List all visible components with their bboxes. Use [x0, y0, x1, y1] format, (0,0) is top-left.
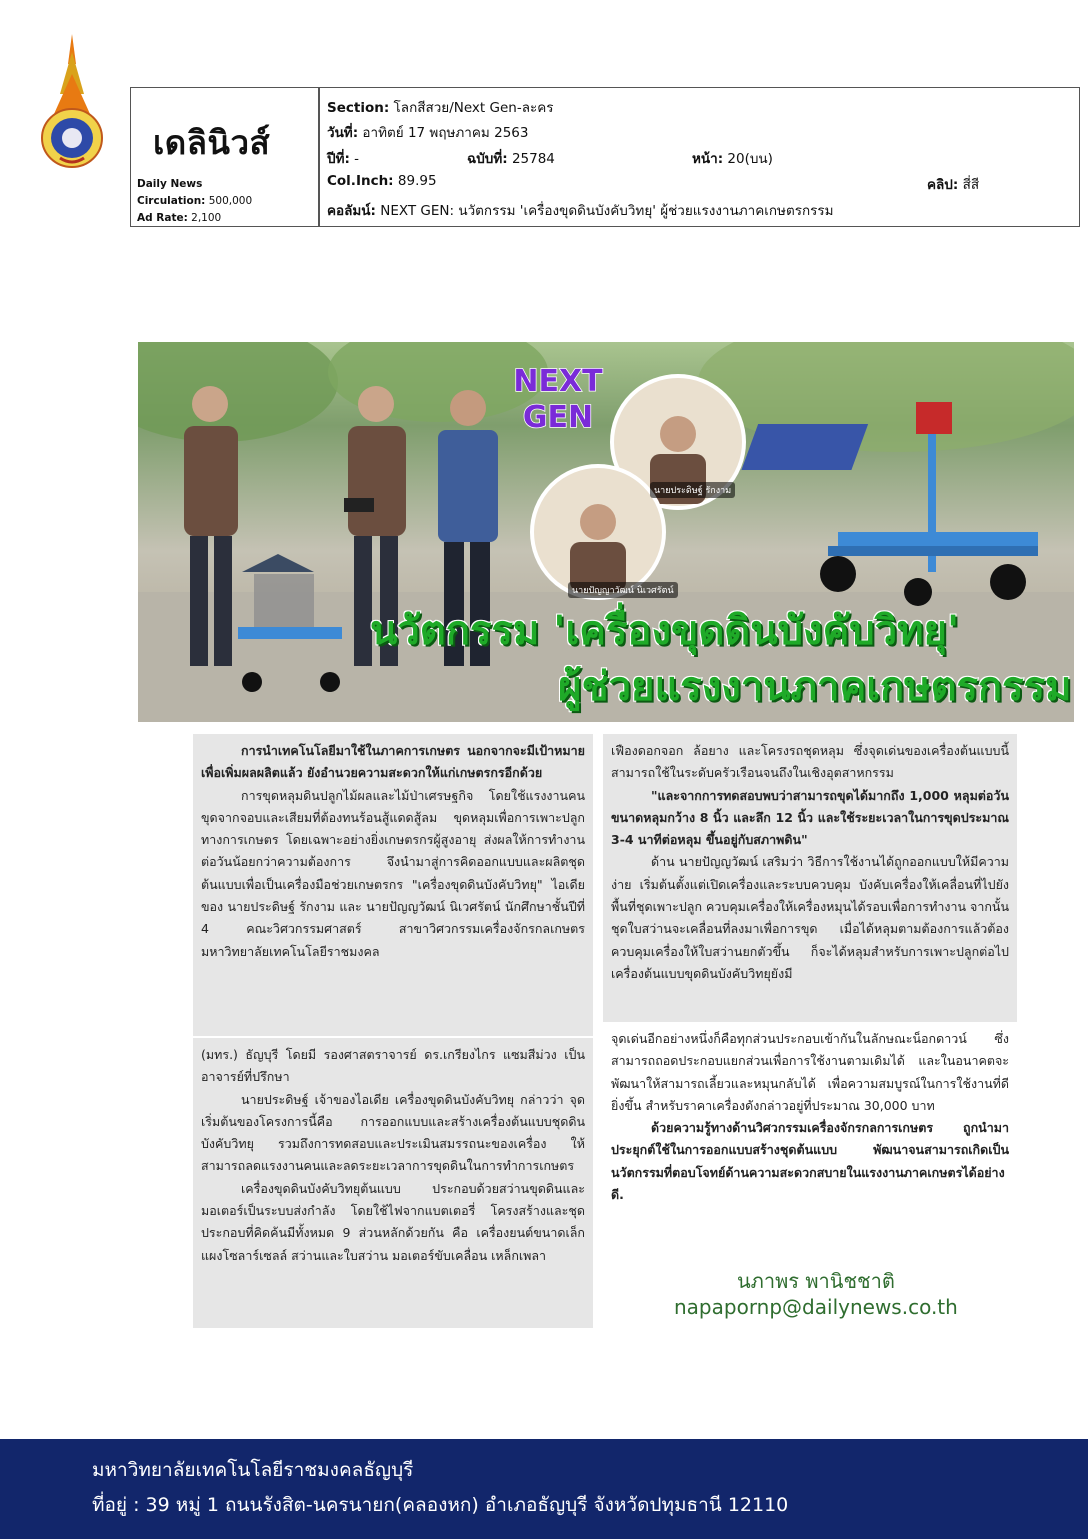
- ad-rate-label: Ad Rate:: [137, 212, 188, 224]
- date-value: อาทิตย์ 17 พฤษภาคม 2563: [362, 125, 529, 141]
- column-row: [327, 199, 834, 221]
- article-byline: [674, 1268, 958, 1320]
- article-paragraph-7: จุดเด่นอีกอย่างหนึ่งก็คือทุกส่วนประกอบเข้ากันในลักษณะน็อกดาวน์ ซึ่งสามารถถอดประกอบแยกส่วนเพื่อการใช้งานตามเดิมได้ และในอนาคตจะพัฒนาให้สามารถเลี้ยวและหมุนกลับได้ เพื่อความสมบูรณ์ในการใช้งานที่ดียิ่งขึ้น สำหรับราคาเครื่องดังกล่าวอยู่ที่ประมาณ 30,000 บาท: [611, 1031, 1009, 1113]
- next-gen-logo: [503, 364, 613, 440]
- issue-row: [467, 147, 555, 169]
- clip-label: คลิป:: [927, 177, 959, 193]
- footer-bar: [0, 1439, 1088, 1539]
- article-column-3: [603, 734, 1017, 1028]
- clipping-header: [130, 87, 1080, 227]
- article-paragraph-2: (มทร.) ธัญบุรี โดยมี รองศาสตราจารย์ ดร.เกรียงไกร แซมสีม่วง เป็นอาจารย์ที่ปรึกษา: [201, 1047, 585, 1085]
- clip-row: [927, 173, 979, 195]
- publication-meta: [137, 176, 252, 227]
- article-closing: ด้วยความรู้ทางด้านวิศวกรรมเครื่องจักรกลการเกษตร ถูกนำมาประยุกต์ใช้ในการออกแบบสร้างชุดต้นแบบ พัฒนาจนสามารถเกิดเป็นนวัตกรรมที่ตอบโจทย์ด้านความสะดวกสบายในแรงงานภาคเกษตรได้อย่างดี.: [611, 1120, 1009, 1203]
- circulation-label: Circulation:: [137, 195, 206, 207]
- article-paragraph-1: การขุดหลุมดินปลูกไม้ผลและไม้ป่าเศรษฐกิจ โดยใช้แรงงานคนขุดจากจอบและเสียมที่ต้องทนร้อนสู้แดดสู้ลม ขุดหลุมเพื่อการเพาะปลูกทางการเกษตร โดยเฉพาะอย่างยิ่งเกษตรกรผู้สูงอายุ ส่งผลให้การทำงานต่อวันน้อยกว่าความต้องการ จึงนำมาสู่การคิดออกแบบและผลิตชุดต้นแบบเพื่อเป็นเครื่องมือช่วยเกษตรกร "เครื่องขุดดินบังคับวิทยุ" ไอเดียของ นายประดิษฐ์ รักงาม และ นายปัญญวัฒน์ นิเวศรัตน์ นักศึกษาชั้นปีที่ 4 คณะวิศวกรรมศาสตร์ สาขาวิศวกรรมเครื่องจักรกลเกษตร มหาวิทยาลัยเทคโนโลยีราชมงคล: [201, 787, 585, 959]
- issue-value: 25784: [511, 151, 555, 167]
- author-name: นภาพร พานิชชาติ: [737, 1269, 895, 1293]
- page-value: 20(บน): [727, 151, 773, 167]
- column-label: คอลัมน์:: [327, 203, 376, 219]
- header-divider: [318, 88, 320, 226]
- article-photo-banner: [138, 342, 1074, 722]
- page-label: หน้า:: [692, 151, 724, 167]
- colinch-value: 89.95: [397, 173, 437, 189]
- headline-line-1: นวัตกรรม 'เครื่องขุดดินบังคับวิทยุ': [370, 608, 960, 654]
- issue-label: ฉบับที่:: [467, 151, 508, 167]
- article-paragraph-6: ด้าน นายปัญญวัฒน์ เสริมว่า วิธีการใช้งานได้ถูกออกแบบให้มีความง่าย เริ่มต้นตั้งแต่เปิดเครื่องและระบบควบคุม บังคับเครื่องให้เคลื่อนที่ไปยังพื้นที่ชุดเพาะปลูก ควบคุมเครื่องให้เครื่องหมุนได้รอบเพื่อการทำงาน จากนั้นชุดใบสว่านจะเคลื่อนที่ลงมาเพื่อการขุด เมื่อได้หลุมตามต้องการแล้วต้องควบคุมเครื่องให้ใบสว่านยกตัวขึ้น ก็จะได้หลุมสำหรับการเพาะปลูกต่อไป เครื่องต้นแบบขุดดินบังคับวิทยุยังมี: [611, 854, 1009, 981]
- section-row: [327, 96, 554, 118]
- colinch-row: [327, 173, 437, 189]
- headline-line-2: ผู้ช่วยแรงงานภาคเกษตรกรรม: [558, 664, 1072, 710]
- date-label: วันที่:: [327, 125, 359, 141]
- article-paragraph-5: เฟืองดอกจอก ล้อยาง และโครงรถชุดหลุม ซึ่งจุดเด่นของเครื่องต้นแบบนี้ สามารถใช้ในระดับครัวเรือนจนถึงในเชิงอุตสาหกรรม: [611, 743, 1009, 781]
- clip-value: สี่สี: [962, 177, 980, 193]
- next-gen-logo-line2: GEN: [522, 400, 594, 435]
- colinch-label: Col.Inch:: [327, 173, 394, 189]
- section-label: Section:: [327, 100, 390, 116]
- article-lead: การนำเทคโนโลยีมาใช้ในภาคการเกษตร นอกจากจะมีเป้าหมายเพื่อเพิ่มผลผลิตแล้ว ยังอำนวยความสะดวกให้แก่เกษตรกรอีกด้วย: [201, 743, 585, 781]
- article-quote: "และจากการทดสอบพบว่าสามารถขุดได้มากถึง 1,000 หลุมต่อวัน ขนาดหลุมกว้าง 8 นิ้ว และลึก 12 นิ้ว และใช้ระยะเวลาในการขุดประมาณ 3-4 นาทีต่อหลุม ขึ้นอยู่กับสภาพดิน": [611, 787, 1009, 848]
- photo-caption-1: นายประดิษฐ์ รักงาม: [650, 482, 735, 498]
- article-column-1: [193, 734, 593, 1036]
- footer-address: ที่อยู่ : 39 หมู่ 1 ถนนรังสิต-นครนายก(คลองหก) อำเภอธัญบุรี จังหวัดปทุมธานี 12110: [92, 1494, 789, 1516]
- author-email: napapornp@dailynews.co.th: [674, 1295, 958, 1319]
- year-label: ปีที่:: [327, 151, 350, 167]
- publication-english-name: Daily News: [137, 178, 203, 190]
- publication-name: เดลินิวส์: [153, 123, 271, 162]
- column-value: NEXT GEN: นวัตกรรม 'เครื่องขุดดินบังคับวิทยุ' ผู้ช่วยแรงงานภาคเกษตรกรรม: [380, 203, 834, 219]
- article-paragraph-3: นายประดิษฐ์ เจ้าของไอเดีย เครื่องขุดดินบังคับวิทยุ กล่าวว่า จุดเริ่มต้นของโครงการนี้คือ การออกแบบและสร้างเครื่องต้นแบบชุดดินบังคับวิทยุ รวมถึงการทดสอบและประเมินสมรรถนะของเครื่อง ให้สามารถลดแรงงานคนและลดระยะเวลาการขุดดินในการทำการเกษตร: [201, 1091, 585, 1174]
- photo-caption-2: นายปัญญาวัฒน์ นิเวศรัตน์: [568, 582, 678, 598]
- date-row: [327, 121, 528, 143]
- article-column-2: [193, 1038, 593, 1328]
- page-row: [692, 147, 773, 169]
- section-value: โลกสีสวย/Next Gen-ละคร: [393, 100, 554, 116]
- year-value: -: [354, 151, 360, 167]
- year-row: [327, 147, 359, 169]
- circulation-value: 500,000: [208, 195, 253, 207]
- university-emblem-logo: [40, 34, 104, 168]
- footer-university-name: มหาวิทยาลัยเทคโนโลยีราชมงคลธัญบุรี: [92, 1459, 414, 1481]
- next-gen-logo-line1: NEXT: [513, 364, 603, 399]
- article-paragraph-4: เครื่องขุดดินบังคับวิทยุต้นแบบ ประกอบด้วยสว่านขุดดินและมอเตอร์เป็นระบบส่งกำลัง โดยใช้ไฟจากแบตเตอรี่ โครงสร้างและชุดประกอบที่คิดค้นมีทั้งหมด 9 ส่วนหลักด้วยกัน คือ เครื่องยนต์ขนาดเล็ก แผงโซลาร์เซลล์ สว่านและใบสว่าน มอเตอร์ขับเคลื่อน เหล็กเพลา: [201, 1180, 585, 1263]
- ad-rate-value: 2,100: [191, 212, 222, 224]
